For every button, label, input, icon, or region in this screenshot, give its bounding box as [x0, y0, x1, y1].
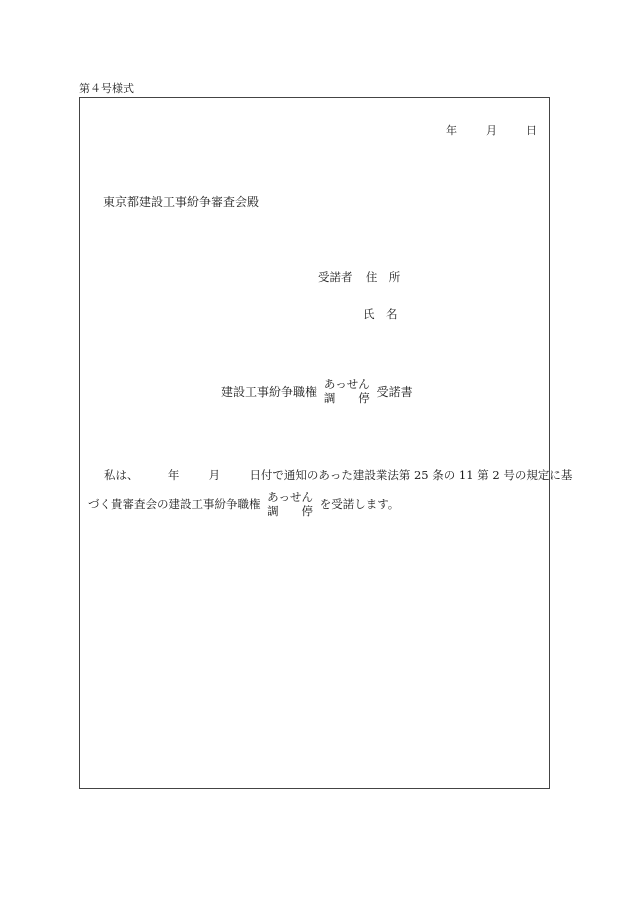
document-title — [221, 377, 413, 405]
address-label: 住 所 — [365, 270, 401, 284]
body-option-stack — [267, 490, 313, 518]
title-suffix: 受諾書 — [376, 384, 413, 399]
body-line2-suffix: を受諾します。 — [319, 497, 400, 511]
body-month: 月 — [208, 468, 221, 482]
title-option-chotei: 調 停 — [323, 391, 370, 405]
date-day-label: 日 — [526, 124, 537, 137]
body-option-assen: あっせん — [267, 490, 314, 504]
body-option-chotei: 調 停 — [267, 504, 314, 518]
body-line-2 — [88, 490, 399, 518]
title-option-stack — [324, 377, 370, 405]
title-option-assen: あっせん — [323, 377, 370, 391]
body-line2-prefix: づく貴審査会の建設工事紛争職権 — [88, 497, 261, 511]
body-watashi: 私は、 — [104, 468, 139, 482]
body-year: 年 — [167, 468, 180, 482]
body-line1-rest: 日付で通知のあった建設業法第 25 条の 11 第 2 号の規定に基 — [249, 468, 573, 482]
form-number: 第４号様式 — [79, 82, 134, 95]
addressee: 東京都建設工事紛争審査会殿 — [103, 195, 260, 209]
date-line — [446, 122, 537, 138]
body-line-1 — [104, 467, 572, 483]
date-year-label: 年 — [446, 124, 457, 137]
acceptor-name-row — [363, 306, 398, 322]
name-label: 氏 名 — [363, 307, 398, 321]
date-month-label: 月 — [486, 124, 497, 137]
title-prefix: 建設工事紛争職権 — [221, 384, 318, 399]
acceptor-address-row — [318, 269, 400, 285]
acceptor-label: 受諾者 — [318, 270, 353, 284]
